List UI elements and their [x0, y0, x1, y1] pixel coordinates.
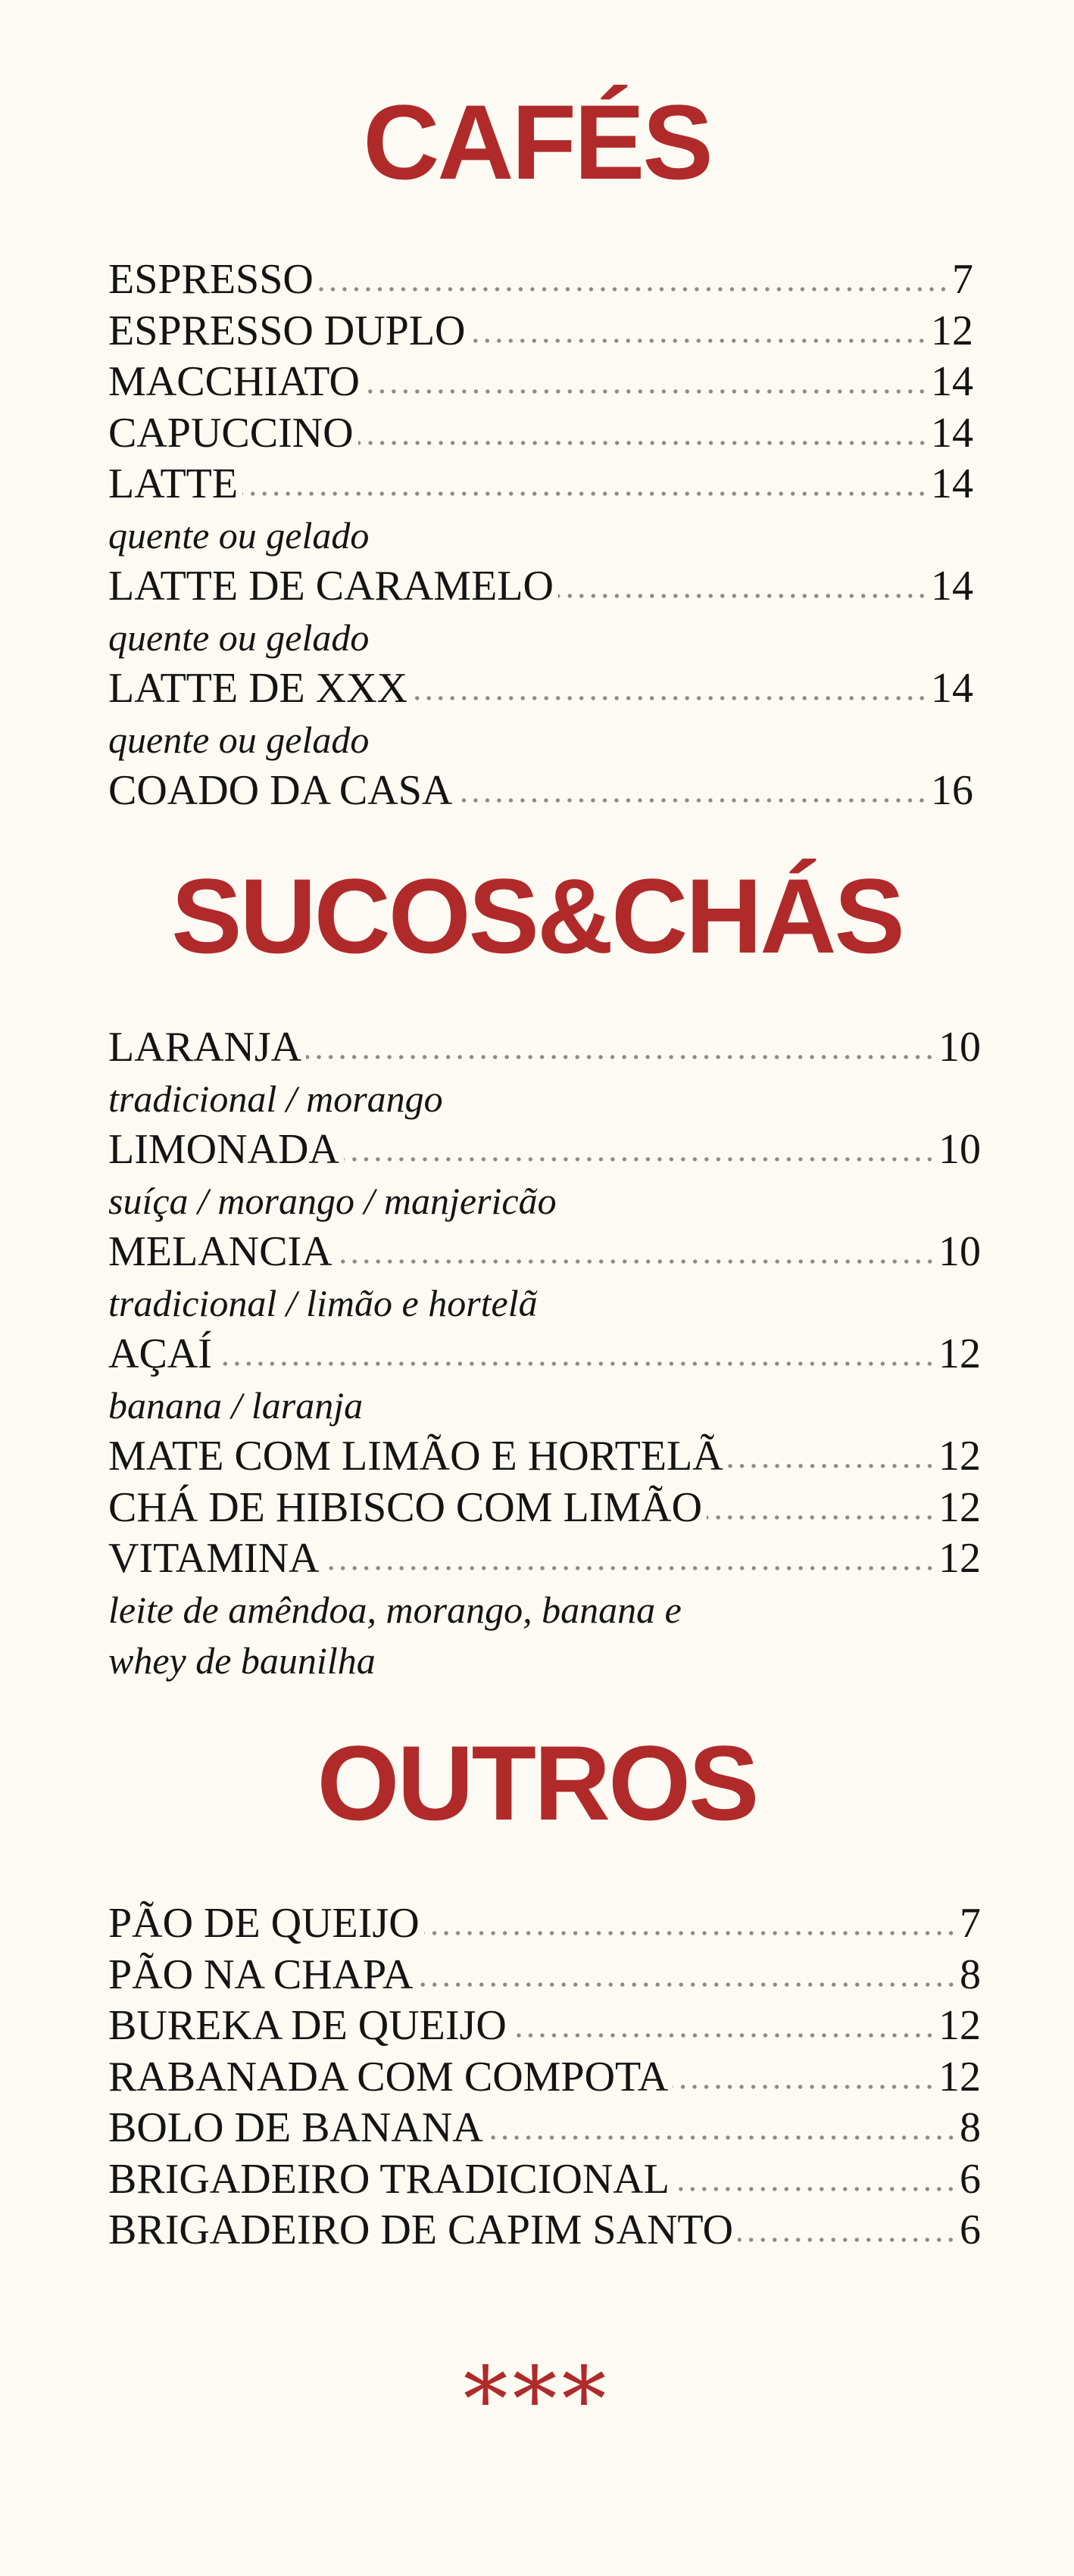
- menu-item-description: suíça / morango / manjericão: [108, 1179, 557, 1222]
- menu-item-price: 12: [938, 1433, 981, 1480]
- menu-item-price: 10: [938, 1024, 981, 1071]
- menu-item-price: 12: [938, 1535, 981, 1582]
- menu-item-price: 12: [931, 307, 973, 354]
- dot-leader: [217, 1337, 935, 1368]
- menu-item-name: PÃO DE QUEIJO: [108, 1900, 420, 1947]
- menu-item-description: tradicional / limão e hortelã: [108, 1281, 538, 1324]
- dot-leader: [674, 2163, 957, 2193]
- menu-item: [108, 561, 973, 613]
- dot-leader: [558, 569, 928, 600]
- menu-list-sucos-chas: [108, 1022, 981, 1687]
- dot-leader: [318, 263, 949, 293]
- menu-item-name: BOLO DE BANANA: [108, 2104, 483, 2151]
- menu-item-price: 12: [938, 1330, 981, 1377]
- menu-item: [108, 357, 973, 408]
- dot-leader: [324, 1542, 935, 1572]
- menu-item-price: 14: [931, 409, 973, 457]
- menu-item-description: leite de amêndoa, morango, banana e: [108, 1588, 682, 1631]
- dot-leader: [470, 314, 928, 345]
- menu-item-name: BUREKA DE QUEIJO: [108, 2002, 507, 2049]
- menu-item-price: 14: [931, 358, 973, 405]
- dot-leader: [418, 1958, 957, 1988]
- menu-list-outros: [108, 1898, 981, 2256]
- dot-leader: [337, 1235, 935, 1265]
- menu-item: [108, 1483, 981, 1534]
- menu-item-description: quente ou gelado: [108, 616, 370, 659]
- menu-item: [108, 1022, 981, 1074]
- menu-item-price: 10: [938, 1228, 981, 1275]
- dot-leader: [488, 2111, 957, 2141]
- menu-item: [108, 1227, 981, 1278]
- menu-item-name: BRIGADEIRO DE CAPIM SANTO: [108, 2206, 734, 2253]
- menu-item-price: 14: [931, 460, 973, 507]
- asterisk-ornament-icon: ***: [463, 2347, 611, 2452]
- menu-item-description: banana / laranja: [108, 1383, 364, 1427]
- menu-item-name: COADO DA CASA: [108, 767, 453, 814]
- menu-item-price: 12: [938, 2053, 981, 2100]
- dot-leader: [728, 1439, 935, 1470]
- dot-leader: [424, 1907, 957, 1937]
- dot-leader: [242, 467, 928, 497]
- menu-item-description: whey de baunilha: [108, 1639, 376, 1682]
- dot-leader: [344, 1133, 935, 1163]
- menu-item-price: 14: [931, 665, 973, 712]
- dot-leader: [306, 1031, 935, 1061]
- menu-item: [108, 1431, 981, 1483]
- dot-leader: [412, 672, 928, 702]
- menu-item: [108, 459, 973, 510]
- menu-item-price: 7: [952, 256, 973, 303]
- menu-item: [108, 254, 973, 306]
- menu-item-name: PÃO NA CHAPA: [108, 1951, 414, 1998]
- menu-item: [108, 2052, 981, 2104]
- menu-list-cafes: [108, 254, 973, 817]
- menu-item: [108, 1898, 981, 1950]
- menu-item-price: 6: [960, 2206, 981, 2253]
- menu-item-description: quente ou gelado: [108, 718, 370, 761]
- menu-item-price: 6: [960, 2155, 981, 2203]
- dot-leader: [738, 2213, 957, 2244]
- menu-item-name: RABANADA COM COMPOTA: [108, 2053, 669, 2100]
- menu-item-name: CAPUCCINO: [108, 409, 354, 457]
- menu-item-description: quente ou gelado: [108, 513, 370, 557]
- menu-item-name: BRIGADEIRO TRADICIONAL: [108, 2155, 670, 2203]
- dot-leader: [457, 774, 928, 804]
- menu-item-name: VITAMINA: [108, 1535, 320, 1582]
- menu-item-name: LATTE DE XXX: [108, 665, 408, 712]
- menu-item: [108, 1329, 981, 1380]
- menu-item-name: AÇAÍ: [108, 1330, 212, 1377]
- menu-item-price: 14: [931, 563, 973, 610]
- menu-item: [108, 306, 973, 357]
- menu-item: [108, 663, 973, 715]
- menu-item-name: LIMONADA: [108, 1126, 339, 1173]
- menu-item: [108, 1124, 981, 1176]
- menu-item: [108, 2154, 981, 2206]
- dot-leader: [358, 416, 928, 447]
- menu-item-price: 12: [938, 1483, 981, 1531]
- menu-item-name: MACCHIATO: [108, 358, 360, 405]
- menu-item-price: 8: [960, 1951, 981, 1998]
- menu-item-name: CHÁ DE HIBISCO COM LIMÃO: [108, 1483, 703, 1531]
- menu-item: [108, 408, 973, 460]
- dot-leader: [364, 365, 928, 395]
- menu-item: [108, 2103, 981, 2154]
- menu-item: [108, 2205, 981, 2256]
- menu-item-price: 16: [931, 767, 973, 814]
- menu-item-price: 10: [938, 1126, 981, 1173]
- dot-leader: [673, 2060, 935, 2091]
- section-title-cafes: CAFÉS: [363, 83, 711, 201]
- section-title-sucos-chas: SUCOS&CHÁS: [171, 856, 903, 975]
- dot-leader: [511, 2009, 935, 2039]
- menu-item-name: ESPRESSO DUPLO: [108, 307, 466, 354]
- menu-item-name: MATE COM LIMÃO E HORTELÃ: [108, 1433, 723, 1480]
- dot-leader: [707, 1491, 935, 1521]
- section-title-outros: OUTROS: [317, 1723, 757, 1842]
- menu-item: [108, 1533, 981, 1585]
- menu-item-name: LATTE DE CARAMELO: [108, 563, 554, 610]
- menu-item-name: MELANCIA: [108, 1228, 333, 1275]
- menu-item: [108, 766, 973, 817]
- menu-item-name: LARANJA: [108, 1024, 302, 1071]
- menu-item: [108, 1950, 981, 2001]
- menu-item-name: LATTE: [108, 460, 239, 507]
- menu-item: [108, 2001, 981, 2052]
- menu-item-price: 12: [938, 2002, 981, 2049]
- menu-item-price: 8: [960, 2104, 981, 2151]
- menu-item-price: 7: [960, 1900, 981, 1947]
- menu-item-description: tradicional / morango: [108, 1077, 443, 1120]
- menu-item-name: ESPRESSO: [108, 256, 314, 303]
